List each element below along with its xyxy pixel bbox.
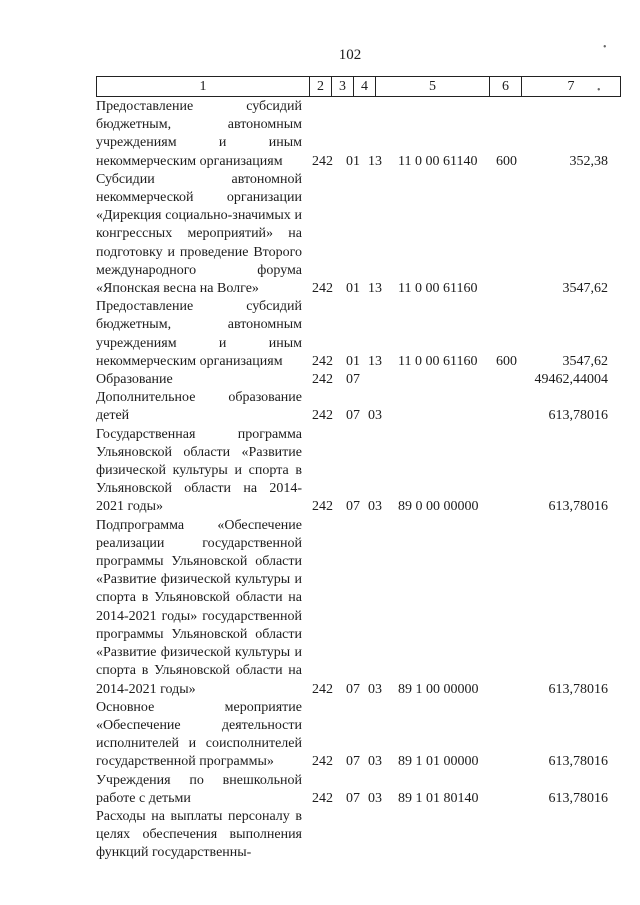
code-pr: 13 [368, 281, 382, 297]
code-gr: 242 [312, 499, 333, 515]
row-description: Основное мероприятие «Обеспечение деятельности исполнителей и соисполнителей государственной программы» [96, 699, 302, 770]
budget-rows [96, 98, 616, 863]
row-codes [312, 407, 526, 425]
code-rz: 07 [346, 499, 360, 515]
table-row [96, 517, 616, 699]
code-cs: 11 0 00 61160 [398, 353, 478, 369]
row-sum: 352,38 [569, 153, 608, 169]
code-cs: 11 0 00 61160 [398, 281, 478, 297]
header-col-2: 2 [310, 77, 332, 97]
row-sum: 3547,62 [562, 281, 608, 297]
code-rz: 07 [346, 790, 360, 806]
code-pr: 03 [368, 499, 382, 515]
code-gr: 242 [312, 153, 333, 169]
row-description: Дополнительное образование детей [96, 390, 302, 424]
row-codes [312, 353, 526, 371]
row-sum: 613,78016 [548, 408, 608, 424]
table-row [96, 389, 616, 425]
code-rz: 07 [346, 754, 360, 770]
row-codes [312, 498, 526, 516]
row-description: Расходы на выплаты персоналу в целях обеспечения выполнения функций государственны- [96, 808, 302, 861]
scan-speck: • [597, 85, 601, 96]
code-rz: 01 [346, 281, 360, 297]
header-col-1: 1 [97, 77, 310, 97]
column-header-table [96, 76, 621, 97]
code-rz: 07 [346, 408, 360, 424]
table-row [96, 426, 616, 517]
code-pr: 03 [368, 754, 382, 770]
table-row [96, 772, 616, 808]
table-row [96, 371, 616, 389]
code-pr: 13 [368, 353, 382, 369]
code-pr: 03 [368, 681, 382, 697]
code-gr: 242 [312, 372, 333, 388]
row-description: Предоставление субсидий бюджетным, автономным учреждениям и иным некоммерческим организациям [96, 99, 302, 169]
row-description: Подпрограмма «Обеспечение реализации государственной программы Ульяновской области «Развитие физической культуры и спорта в Ульяновской области на 2014-2021 годы» государственной программы Ульяновской области «Развитие физической культуры и спорта в Ульяновской области на 2014-2021 годы» [96, 517, 302, 697]
row-description: Учреждения по внешкольной работе с детьми [96, 772, 302, 806]
table-row [96, 298, 616, 371]
code-pr: 03 [368, 408, 382, 424]
code-gr: 242 [312, 754, 333, 770]
code-rz: 07 [346, 372, 360, 388]
code-cs: 89 1 01 80140 [398, 790, 479, 806]
code-vr: 600 [496, 153, 517, 169]
code-rz: 01 [346, 353, 360, 369]
code-pr: 03 [368, 790, 382, 806]
code-gr: 242 [312, 681, 333, 697]
row-sum: 613,78016 [548, 499, 608, 515]
code-rz: 07 [346, 681, 360, 697]
table-row [96, 699, 616, 772]
row-description: Образование [96, 372, 173, 388]
scan-speck: • [603, 42, 607, 53]
table-row [96, 808, 616, 863]
page-number: 102 [338, 47, 362, 63]
row-sum: 613,78016 [548, 790, 608, 806]
row-description: Предоставление субсидий бюджетным, автономным учреждениям и иным некоммерческим организациям [96, 299, 302, 369]
code-gr: 242 [312, 353, 333, 369]
row-sum: 613,78016 [548, 681, 608, 697]
code-gr: 242 [312, 281, 333, 297]
row-sum: 3547,62 [562, 353, 608, 369]
row-sum: 613,78016 [548, 754, 608, 770]
code-vr: 600 [496, 353, 517, 369]
row-codes [312, 371, 526, 389]
code-cs: 11 0 00 61140 [398, 153, 478, 169]
code-rz: 01 [346, 153, 360, 169]
row-codes [312, 790, 526, 808]
code-gr: 242 [312, 408, 333, 424]
row-description: Субсидии автономной некоммерческой организации «Дирекция социально-значимых и конгрессных мероприятий» на подготовку и проведение Второго международного форума «Японская весна на Волге» [96, 171, 302, 297]
code-cs: 89 0 00 00000 [398, 499, 479, 515]
header-col-6: 6 [490, 77, 522, 97]
code-pr: 13 [368, 153, 382, 169]
header-col-4: 4 [354, 77, 376, 97]
code-gr: 242 [312, 790, 333, 806]
row-codes [312, 753, 526, 771]
table-row [96, 171, 616, 298]
code-cs: 89 1 01 00000 [398, 754, 479, 770]
row-codes [312, 844, 526, 862]
row-codes [312, 280, 526, 298]
code-cs: 89 1 00 00000 [398, 681, 479, 697]
header-col-5: 5 [376, 77, 490, 97]
row-codes [312, 681, 526, 699]
header-col-3: 3 [332, 77, 354, 97]
row-description: Государственная программа Ульяновской области «Развитие физической культуры и спорта в Ульяновской области на 2014-2021 годы» [96, 426, 302, 515]
row-sum: 49462,44004 [534, 372, 608, 388]
header-col-7: 7 [522, 77, 621, 97]
table-row [96, 98, 616, 171]
row-codes [312, 153, 526, 171]
